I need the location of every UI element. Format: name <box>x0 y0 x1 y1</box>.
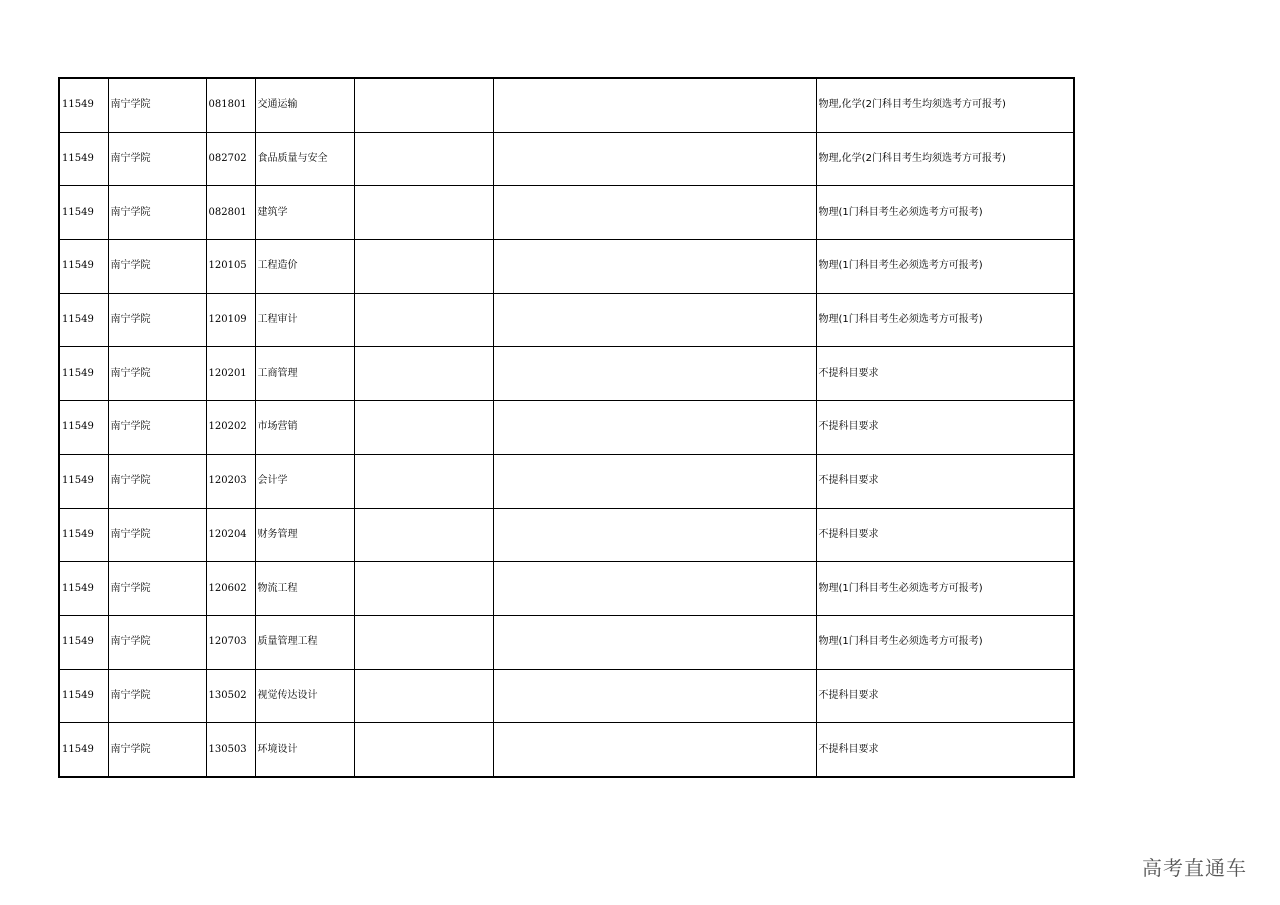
school-code-cell: 11549 <box>59 723 108 777</box>
empty-cell <box>354 293 493 347</box>
empty-cell <box>493 508 816 562</box>
major-name-cell: 工程审计 <box>255 293 354 347</box>
subject-requirement-cell: 不提科目要求 <box>816 454 1074 508</box>
empty-cell <box>493 615 816 669</box>
empty-cell <box>354 723 493 777</box>
school-code-cell: 11549 <box>59 240 108 294</box>
empty-cell <box>354 615 493 669</box>
empty-cell <box>493 401 816 455</box>
admission-requirements-table <box>58 77 1075 778</box>
subject-requirement-cell: 物理(1门科目考生必须选考方可报考) <box>816 293 1074 347</box>
table-row <box>59 723 1074 777</box>
school-name-cell: 南宁学院 <box>108 401 206 455</box>
empty-cell <box>354 401 493 455</box>
empty-cell <box>493 454 816 508</box>
major-name-cell: 工程造价 <box>255 240 354 294</box>
empty-cell <box>354 186 493 240</box>
major-code-cell: 130503 <box>206 723 255 777</box>
subject-requirement-cell: 不提科目要求 <box>816 401 1074 455</box>
empty-cell <box>354 669 493 723</box>
school-code-cell: 11549 <box>59 669 108 723</box>
school-name-cell: 南宁学院 <box>108 186 206 240</box>
empty-cell <box>493 347 816 401</box>
table-row <box>59 240 1074 294</box>
empty-cell <box>493 240 816 294</box>
subject-requirement-cell: 不提科目要求 <box>816 669 1074 723</box>
major-name-cell: 环境设计 <box>255 723 354 777</box>
empty-cell <box>354 78 493 132</box>
empty-cell <box>354 132 493 186</box>
subject-requirement-cell: 物理,化学(2门科目考生均须选考方可报考) <box>816 78 1074 132</box>
school-name-cell: 南宁学院 <box>108 347 206 401</box>
major-name-cell: 质量管理工程 <box>255 615 354 669</box>
subject-requirement-cell: 物理(1门科目考生必须选考方可报考) <box>816 562 1074 616</box>
school-name-cell: 南宁学院 <box>108 669 206 723</box>
school-code-cell: 11549 <box>59 454 108 508</box>
table-row <box>59 454 1074 508</box>
school-name-cell: 南宁学院 <box>108 454 206 508</box>
major-code-cell: 120203 <box>206 454 255 508</box>
major-code-cell: 120105 <box>206 240 255 294</box>
school-name-cell: 南宁学院 <box>108 508 206 562</box>
major-name-cell: 物流工程 <box>255 562 354 616</box>
empty-cell <box>354 562 493 616</box>
major-code-cell: 120201 <box>206 347 255 401</box>
major-code-cell: 082801 <box>206 186 255 240</box>
school-code-cell: 11549 <box>59 562 108 616</box>
table-row <box>59 78 1074 132</box>
school-name-cell: 南宁学院 <box>108 293 206 347</box>
table-row <box>59 562 1074 616</box>
subject-requirement-cell: 不提科目要求 <box>816 508 1074 562</box>
subject-requirement-cell: 不提科目要求 <box>816 347 1074 401</box>
school-name-cell: 南宁学院 <box>108 562 206 616</box>
school-code-cell: 11549 <box>59 132 108 186</box>
school-name-cell: 南宁学院 <box>108 240 206 294</box>
watermark-text: 高考直通车 <box>1142 856 1247 880</box>
school-code-cell: 11549 <box>59 347 108 401</box>
table-row <box>59 293 1074 347</box>
major-code-cell: 120602 <box>206 562 255 616</box>
empty-cell <box>354 240 493 294</box>
major-name-cell: 视觉传达设计 <box>255 669 354 723</box>
major-code-cell: 120703 <box>206 615 255 669</box>
table-row <box>59 508 1074 562</box>
subject-requirement-cell: 物理(1门科目考生必须选考方可报考) <box>816 240 1074 294</box>
school-name-cell: 南宁学院 <box>108 78 206 132</box>
empty-cell <box>493 669 816 723</box>
empty-cell <box>493 293 816 347</box>
school-code-cell: 11549 <box>59 78 108 132</box>
empty-cell <box>493 78 816 132</box>
major-code-cell: 081801 <box>206 78 255 132</box>
empty-cell <box>354 508 493 562</box>
table-row <box>59 186 1074 240</box>
school-code-cell: 11549 <box>59 401 108 455</box>
school-name-cell: 南宁学院 <box>108 132 206 186</box>
major-code-cell: 120204 <box>206 508 255 562</box>
major-code-cell: 082702 <box>206 132 255 186</box>
empty-cell <box>493 723 816 777</box>
major-name-cell: 财务管理 <box>255 508 354 562</box>
school-code-cell: 11549 <box>59 293 108 347</box>
empty-cell <box>493 186 816 240</box>
major-name-cell: 建筑学 <box>255 186 354 240</box>
table-row <box>59 669 1074 723</box>
major-code-cell: 120202 <box>206 401 255 455</box>
empty-cell <box>493 132 816 186</box>
table-row <box>59 132 1074 186</box>
table-row <box>59 615 1074 669</box>
major-name-cell: 交通运输 <box>255 78 354 132</box>
empty-cell <box>493 562 816 616</box>
table-row <box>59 347 1074 401</box>
major-name-cell: 会计学 <box>255 454 354 508</box>
empty-cell <box>354 454 493 508</box>
major-code-cell: 130502 <box>206 669 255 723</box>
empty-cell <box>354 347 493 401</box>
table-body <box>59 78 1074 777</box>
subject-requirement-cell: 物理(1门科目考生必须选考方可报考) <box>816 186 1074 240</box>
subject-requirement-cell: 不提科目要求 <box>816 723 1074 777</box>
subject-requirement-cell: 物理(1门科目考生必须选考方可报考) <box>816 615 1074 669</box>
school-code-cell: 11549 <box>59 186 108 240</box>
table-row <box>59 401 1074 455</box>
school-name-cell: 南宁学院 <box>108 615 206 669</box>
major-name-cell: 市场营销 <box>255 401 354 455</box>
school-name-cell: 南宁学院 <box>108 723 206 777</box>
school-code-cell: 11549 <box>59 615 108 669</box>
major-code-cell: 120109 <box>206 293 255 347</box>
subject-requirement-cell: 物理,化学(2门科目考生均须选考方可报考) <box>816 132 1074 186</box>
major-name-cell: 食品质量与安全 <box>255 132 354 186</box>
major-name-cell: 工商管理 <box>255 347 354 401</box>
school-code-cell: 11549 <box>59 508 108 562</box>
